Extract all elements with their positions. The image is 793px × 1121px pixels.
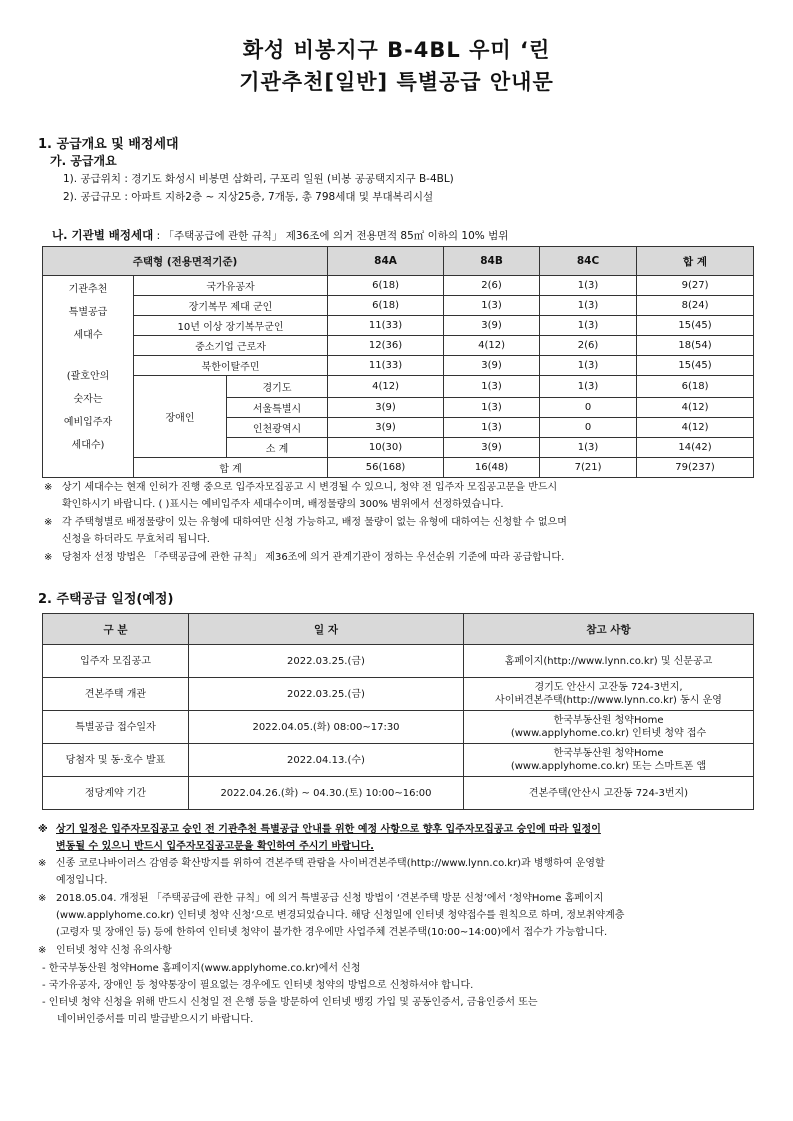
row-label: 장기복무 제대 군인 (134, 296, 328, 316)
cell-total: 15(45) (637, 356, 754, 376)
cell-84a: 3(9) (328, 417, 444, 437)
cell-84a: 11(33) (328, 316, 444, 336)
cell-84b: 3(9) (444, 356, 540, 376)
cell-total: 15(45) (637, 316, 754, 336)
header-notes: 참고 사항 (464, 614, 754, 645)
cell-84c: 1(3) (540, 316, 637, 336)
schedule-category: 특별공급 접수일자 (43, 711, 189, 744)
table-row (43, 678, 754, 711)
cell-total: 18(54) (637, 336, 754, 356)
cell-84b: 2(6) (444, 276, 540, 296)
note-text: - 한국부동산원 청약Home 홈페이지(www.applyhome.co.kr)에서 신청 (42, 963, 361, 974)
cell-84a: 6(18) (328, 276, 444, 296)
header-84b: 84B (444, 247, 540, 276)
cell-84b: 1(3) (444, 417, 540, 437)
note-mark: ※ (44, 517, 53, 528)
schedule-note-line: 경기도 안산시 고잔동 724-3번지, (534, 682, 683, 693)
cell-84c: 2(6) (540, 336, 637, 356)
cell-84b: 3(9) (444, 316, 540, 336)
note-text: 2018.05.04. 개정된 「주택공급에 관한 규칙」에 의거 특별공급 신청 방법이 ‘견본주택 방문 신청’에서 ‘청약Home 홈페이지 (56, 893, 604, 904)
header-category: 구 분 (43, 614, 189, 645)
header-total: 합 계 (637, 247, 754, 276)
note-mark: ※ (44, 552, 53, 563)
note-text: (www.applyhome.co.kr) 인터넷 청약 신청‘으로 변경되었습니다. 해당 신청일에 인터넷 청약접수를 원칙으로 하며, 정보취약계층 (56, 910, 625, 921)
cell-total: 6(18) (637, 376, 754, 398)
cell-84a: 10(30) (328, 437, 444, 457)
cell-84a: 3(9) (328, 397, 444, 417)
row-label: 인천광역시 (227, 417, 328, 437)
schedule-date: 2022.03.25.(금) (189, 678, 464, 711)
table-total-row (43, 457, 754, 477)
document-title-line1: 화성 비봉지구 B-4BL 우미 ‘린 (242, 38, 551, 62)
table-row (43, 296, 754, 316)
note-mark: ※ (44, 482, 53, 493)
row-label: 10년 이상 장기복무군인 (134, 316, 328, 336)
note-item (38, 942, 768, 959)
schedule-category: 정당계약 기간 (43, 777, 189, 810)
group-label-cell (43, 276, 134, 458)
row-label: 소 계 (227, 437, 328, 457)
cell-84c: 0 (540, 397, 637, 417)
group-label-line: 숫자는 (73, 394, 103, 405)
table-row (43, 276, 754, 296)
row-label: 서울특별시 (227, 397, 328, 417)
cell-total: 4(12) (637, 397, 754, 417)
table-row (43, 744, 754, 777)
schedule-note (464, 777, 754, 810)
notice-bold-line: 변동될 수 있으니 반드시 입주자모집공고문을 확인하여 주시기 바랍니다. (56, 841, 374, 852)
note-item (38, 890, 768, 941)
group-label-line: 세대수 (73, 330, 103, 341)
note-text: - 인터넷 청약 신청을 위해 반드시 신청일 전 은행 등을 방문하여 인터넷 뱅킹 가입 및 공동인증서, 금융인증서 또는 (42, 997, 538, 1008)
cell-84b: 4(12) (444, 336, 540, 356)
group-label-line: 기관추천 (68, 284, 108, 295)
schedule-category: 입주자 모집공고 (43, 645, 189, 678)
allocation-table (42, 246, 754, 478)
table-row (43, 356, 754, 376)
cell-84c: 1(3) (540, 376, 637, 398)
note-text: 예정입니다. (56, 875, 108, 886)
schedule-date: 2022.04.26.(화) ~ 04.30.(토) 10:00~16:00 (189, 777, 464, 810)
note-text: 인터넷 청약 신청 유의사항 (56, 945, 172, 956)
note-text: - 국가유공자, 장애인 등 청약통장이 필요없는 경우에도 인터넷 청약의 방법으로 신청하셔야 합니다. (42, 980, 474, 991)
document-title-line2: 기관추천[일반] 특별공급 안내문 (239, 70, 554, 94)
group-label-line: (괄호안의 (66, 371, 110, 382)
table-row (43, 336, 754, 356)
row-label: 북한이탈주민 (134, 356, 328, 376)
schedule-note-line: 한국부동산원 청약Home (553, 748, 664, 759)
cell-84c: 1(3) (540, 276, 637, 296)
schedule-date: 2022.04.05.(화) 08:00~17:30 (189, 711, 464, 744)
schedule-note (464, 744, 754, 777)
schedule-note-line: (www.applyhome.co.kr) 또는 스마트폰 앱 (510, 761, 707, 772)
cell-total: 14(42) (637, 437, 754, 457)
schedule-note-line: 견본주택(안산시 고잔동 724-3번지) (528, 787, 689, 799)
group-label-gap (43, 347, 133, 365)
note-item (44, 514, 764, 548)
group-label-bottom (43, 457, 134, 477)
note-text: 신청을 하더라도 무효처리 됩니다. (62, 534, 210, 545)
section1b-desc: : 「주택공급에 관한 규칙」 제36조에 의거 전용면적 85㎡ 이하의 10% 범위 (153, 230, 509, 242)
header-84c: 84C (540, 247, 637, 276)
table-header-row (43, 614, 754, 645)
notice-bold-line: 상기 일정은 입주자모집공고 승인 전 기관추천 특별공급 안내를 위한 예정 사항으로 향후 입주자모집공고 승인에 따라 일정이 (56, 824, 601, 835)
note-text: 확인하시기 바랍니다. ( )표시는 예비입주자 세대수이며, 배정물량의 300% 범위에서 선정하였습니다. (62, 499, 504, 510)
supply-location: 1). 공급위치 : 경기도 화성시 비봉면 삼화리, 구포리 일원 (비봉 공공택지지구 B-4BL) (63, 173, 454, 185)
section1b-line (52, 227, 508, 243)
group-label-line: 세대수) (71, 440, 105, 451)
header-type: 주택형 (전용면적기준) (43, 247, 328, 276)
note-text: 각 주택형별로 배정물량이 있는 유형에 대하여만 신청 가능하고, 배정 물량이 없는 유형에 대하여는 신청할 수 없으며 (62, 517, 567, 528)
note-text: (고령자 및 장애인 등) 등에 한하여 인터넷 청약이 불가한 경우에만 사업주체 견본주택(10:00~14:00)에서 접수가 가능합니다. (56, 927, 608, 938)
cell-84a: 56(168) (328, 457, 444, 477)
cell-84c: 1(3) (540, 296, 637, 316)
section1a-heading: 가. 공급개요 (50, 154, 117, 168)
cell-84a: 12(36) (328, 336, 444, 356)
schedule-change-notice (38, 821, 768, 855)
header-date: 일 자 (189, 614, 464, 645)
schedule-note-line: 사이버견본주택(http://www.lynn.co.kr) 동시 운영 (495, 695, 722, 706)
cell-84a: 6(18) (328, 296, 444, 316)
schedule-date: 2022.04.13.(수) (189, 744, 464, 777)
note-text: 네이버인증서를 미리 발급받으시기 바랍니다. (57, 1014, 254, 1025)
note-mark: ※ (38, 858, 47, 869)
cell-84b: 16(48) (444, 457, 540, 477)
note-mark: ※ (38, 893, 47, 904)
schedule-note (464, 711, 754, 744)
schedule-note (464, 645, 754, 678)
note-mark: ※ (38, 824, 48, 835)
schedule-note-line: 한국부동산원 청약Home (553, 715, 664, 726)
disabled-label: 장애인 (134, 376, 227, 458)
note-mark: ※ (38, 945, 47, 956)
schedule-category: 견본주택 개관 (43, 678, 189, 711)
cell-84a: 4(12) (328, 376, 444, 398)
note-text: 상기 세대수는 현재 인허가 진행 중으로 입주자모집공고 시 변경될 수 있으니, 청약 전 입주자 모집공고문을 반드시 (62, 482, 558, 493)
table-row (43, 316, 754, 336)
row-label: 중소기업 근로자 (134, 336, 328, 356)
row-label: 경기도 (227, 376, 328, 398)
cell-total: 8(24) (637, 296, 754, 316)
table-row (43, 777, 754, 810)
note-item (44, 479, 764, 513)
total-label: 합 계 (134, 457, 328, 477)
cell-84b: 1(3) (444, 376, 540, 398)
note-item (44, 549, 764, 566)
cell-84b: 3(9) (444, 437, 540, 457)
row-label: 국가유공자 (134, 276, 328, 296)
group-label-line: 예비입주자 (63, 417, 113, 428)
schedule-note (464, 678, 754, 711)
group-label-line: 특별공급 (68, 307, 108, 318)
note-item (38, 855, 768, 889)
table-header-row (43, 247, 754, 276)
schedule-note-line: 홈페이지(http://www.lynn.co.kr) 및 신문공고 (504, 655, 713, 667)
cell-total: 9(27) (637, 276, 754, 296)
cell-total: 4(12) (637, 417, 754, 437)
table-row (43, 645, 754, 678)
cell-84c: 0 (540, 417, 637, 437)
cell-total: 79(237) (637, 457, 754, 477)
cell-84c: 1(3) (540, 356, 637, 376)
cell-84c: 1(3) (540, 437, 637, 457)
schedule-category: 당첨자 및 동·호수 발표 (43, 744, 189, 777)
section1-heading: 1. 공급개요 및 배정세대 (38, 137, 179, 152)
internet-notes (42, 960, 772, 1028)
note-text: 당첨자 선정 방법은 「주택공급에 관한 규칙」 제36조에 의거 관계기관이 정하는 우선순위 기준에 따라 공급합니다. (62, 552, 565, 563)
section1b-heading: 나. 기관별 배정세대 (52, 228, 154, 242)
cell-84b: 1(3) (444, 397, 540, 417)
table-row (43, 711, 754, 744)
cell-84a: 11(33) (328, 356, 444, 376)
table-row (43, 376, 754, 398)
cell-84b: 1(3) (444, 296, 540, 316)
schedule-table (42, 613, 754, 810)
note-text: 신종 코로나바이러스 감염증 확산방지를 위하여 견본주택 관람을 사이버견본주택(http://www.lynn.co.kr)과 병행하여 운영할 (56, 858, 605, 869)
cell-84c: 7(21) (540, 457, 637, 477)
supply-scale: 2). 공급규모 : 아파트 지하2층 ~ 지상25층, 7개동, 총 798세대 및 부대복리시설 (63, 191, 434, 203)
schedule-date: 2022.03.25.(금) (189, 645, 464, 678)
schedule-note-line: (www.applyhome.co.kr) 인터넷 청약 접수 (510, 728, 707, 739)
header-84a: 84A (328, 247, 444, 276)
section2-heading: 2. 주택공급 일정(예정) (38, 592, 174, 607)
